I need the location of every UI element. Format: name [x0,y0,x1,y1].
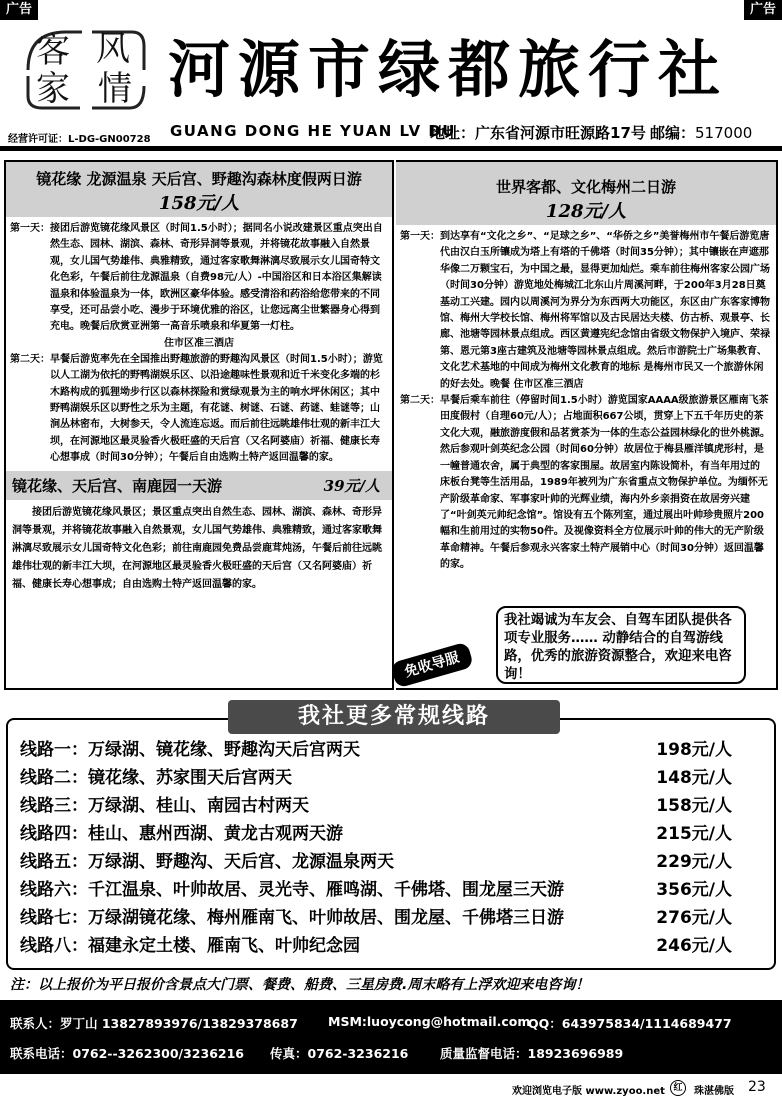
company-logo [22,26,150,112]
route-item [20,876,740,904]
route-price: 215元/人 [656,824,732,844]
right-day1 [396,229,776,393]
footer-publisher: 珠湛佛版 [694,1086,734,1097]
logo-char: 家 [36,69,70,109]
route-price: 198元/人 [656,740,732,760]
route-item [20,848,740,876]
day-text: 到达享有“文化之乡”、“足球之乡”、“华侨之乡”美誉梅州市午餐后游览唐代由汉白玉所镶成为塔上有塔的千佛塔（时间35分钟）；其中镶嵌在声遮那华像二万颗宝石，为中国之最，显得更加灿烂。乘车前往梅州客家公园广场（时间30分钟）游览地处梅城江北东山片周溪河畔，于200年3月28日奠基动工兴建。园内以周溪河为界分为东西两大功能区，东区由广东客家博物馆、梅州大学校长馆、梅州将军馆以及古民居达夫楼、仿古桥、观景亭、长廊、池塘等园林景点组成。西区黄遵宪纪念馆由省级文物保护入境庐、荣禄第、恩元第3座古建筑及池塘等园林景点组成。然后市游院士广场集教育、文化艺术基地的中间成为梅州文化教育的地标 是梅州市民又一个旅游休闲的好去处。晚餐 住市区准三酒店 [440,231,770,390]
contact-fax: 传真：0762-3236216 [270,1046,409,1061]
route-name: 线路三：万绿湖、桂山、南园古村两天 [20,796,309,816]
left-hotel: 住市区准三酒店 [164,337,234,349]
company-address: 地址：广东省河源市旺源路17号 [430,124,646,142]
day-text: 早餐后游览率先在全国推出野趣旅游的野趣沟风景区（时间1.5小时）；游览以人工湖为依托的野鸭湖娱乐区、以沿途趣味性景观和近千米变化多端的杉木路构成的狐狸坳步行区以森林探险和赏绿观景为主的响水坪休闲区；其中野鸭湖娱乐区以野性之乐为主题，有花谜、树谜、石谜、药谜、蛙谜等；山涧丛林密布，大树参天，令人流连忘返。而后前往远眺雄伟壮观的新丰江大坝，在河源地区最灵验香火极旺盛的天后宫（又名阿婆庙）祈福、健康长寿心想事成（时间30分钟）；午餐后自由选购土特产返回温馨的家。 [50,353,383,464]
route-item [20,792,740,820]
contact-msn: MSM:luoycong@hotmail.com [328,1014,531,1029]
contact-qq: QQ：643975834/1114689477 [528,1016,732,1031]
postcode-value: 517000 [695,124,753,142]
left-tour-title: 镜花缘 龙源温泉 天后宫、野趣沟森林度假两日游 [6,162,392,189]
route-price: 276元/人 [656,908,732,928]
route-price: 158元/人 [656,796,732,816]
left-day1 [6,221,392,336]
right-tour-price: 128元/人 [396,197,776,225]
logo-char: 情 [98,69,132,109]
logo-char: 风 [96,29,130,69]
contact-bar [0,1000,782,1074]
page-footer [0,1078,782,1100]
page-number: 23 [748,1079,766,1095]
route-name: 线路八：福建永定土楼、雁南飞、叶帅纪念园 [20,936,360,956]
route-item [20,932,740,960]
company-pinyin: GUANG DONG HE YUAN LV DU [170,122,456,140]
price-footnote: 注：以上报价为平日报价含景点大门票、餐费、船费、三星房费.周末略有上浮欢迎来电咨询！ [10,977,590,993]
left-tour-price: 158元/人 [6,189,392,217]
publisher-seal-icon: 红 [670,1080,686,1096]
day-label: 第一天： [400,231,440,242]
route-name: 线路四：桂山、惠州西湖、黄龙古观两天游 [20,824,343,844]
route-price: 229元/人 [656,852,732,872]
right-day2 [396,393,776,573]
route-price: 246元/人 [656,936,732,956]
route-name: 线路一：万绿湖、镜花缘、野趣沟天后宫两天 [20,740,360,760]
header-divider [0,146,782,151]
logo-char: 客 [36,31,70,71]
postcode-label: 邮编： [650,124,696,142]
route-price: 148元/人 [656,768,732,788]
route-item [20,736,740,764]
left-day2 [6,352,392,467]
right-tour-title: 世界客都、文化梅州二日游 [396,162,776,197]
route-price: 356元/人 [656,880,732,900]
day-text: 接团后游览镜花缘风景区（时间1.5小时）；据同名小说改建景区重点突出自然生态、园林、湖滨、森林、奇形异洞等景观，并将镜花故事融入自然景观，女儿国气势雄伟、典雅精致，通过客家歌舞淋漓尽致展示女儿国奇特文化色彩，午餐后前往龙源温泉（自费98元/人）-中国浴区和日本浴区集解读温泉和体验温泉为一体，欧洲区豪华体验。感受清浴和药浴给您带来的不同享受，还可品尝小吃、漫步于环境优雅的浴区，让您远离尘世繁器身心得到充电。晚餐后欣赏亚洲第一高音乐喷泉和华夏第一灯柱。 [50,223,383,333]
contact-phone: 联系电话：0762--3262300/3236216 [10,1046,244,1061]
footer-site: 欢迎浏览电子版 www.zyoo.net [512,1086,665,1097]
route-name: 线路六：千江温泉、叶帅故居、灵光寺、雁鸣湖、千佛塔、围龙屋三天游 [20,880,564,900]
route-name: 线路五：万绿湖、野趣沟、天后宫、龙源温泉两天 [20,852,394,872]
contact-supervise: 质量监督电话：18923696989 [440,1046,624,1061]
postcode [650,122,752,143]
day-tour-band [6,471,392,500]
day-text: 早餐后乘车前往（停留时间1.5小时）游览国家AAAA级旅游景区雁南飞茶田度假村（自理60元/人）；占地面积667公顷，贯穿上下五千年历史的茶文化大观，融旅游度假和品茗赏茶为一体的生态公益园林绿化的世外桃源。然后参观叶剑英纪念公园（时间60分钟）故居位于梅县雁洋镇虎形村，是一幢普通农舍，属于典型的客家围屋。故居室内陈设简朴，有当年用过的 床板台凳等生活用品，1989年被列为广东省重点文物保护单位。为缅怀无产阶级革命家、军事家叶帅的光辉业绩，海内外乡亲捐资在故居旁兴建了“叶剑英元帅纪念馆”。馆设有五个陈列室，通过展出叶帅珍贵照片200幅和生前用过的实物50件。及视像资料全方位展示叶帅的伟大的无产阶级革命精神。午餐后参观永兴客家土特产展销中心（时间30分钟）返回温馨的家。 [440,395,770,571]
license-number: 经营许可证：L-DG-GN00728 [8,134,151,145]
free-guide-badge: 免收导服 [390,641,474,688]
ad-tag-right: 广告 [744,0,782,20]
route-name: 线路二：镜花缘、苏家围天后宫两天 [20,768,292,788]
day-tour-price: 39元/人 [323,476,380,495]
route-item [20,904,740,932]
route-item [20,820,740,848]
contact-person: 联系人：罗丁山 13827893976/13829378687 [10,1016,298,1031]
day-tour-text: 接团后游览镜花缘风景区；景区重点突出自然生态、园林、湖滨、森林、奇形异洞等景观，并将镜花故事融入自然景观，女儿国气势雄伟、典雅精致，通过客家歌舞淋漓尽致展示女儿国奇特文化色彩；前往南鹿园免费品尝鹿茸炖汤，午餐后前往远眺雄伟壮观的新丰江大坝，在河源地区最灵验香火极旺盛的天后宫（又名阿婆庙）祈福、健康长寿心想事成；自由选购土特产返回温馨的家。 [12,506,382,590]
company-name: 河源市绿都旅行社 [168,33,729,106]
route-name: 线路七：万绿湖镜花缘、梅州雁南飞、叶帅故居、围龙屋、千佛塔三日游 [20,908,564,928]
day-label: 第一天： [10,223,50,234]
day-tour-title: 镜花缘、天后宫、南鹿园一天游 [12,476,223,495]
day-label: 第二天： [10,353,50,365]
self-drive-notice: 我社竭诚为车友会、自驾车团队提供各项专业服务…… 动静结合的自驾游线路，优秀的旅游资源整合，欢迎来电咨询！ [496,606,746,684]
day-label: 第二天： [400,395,440,407]
route-item [20,764,740,792]
ad-tag-left: 广告 [0,0,38,20]
routes-title: 我社更多常规线路 [228,700,560,734]
left-tour-box [4,160,394,690]
